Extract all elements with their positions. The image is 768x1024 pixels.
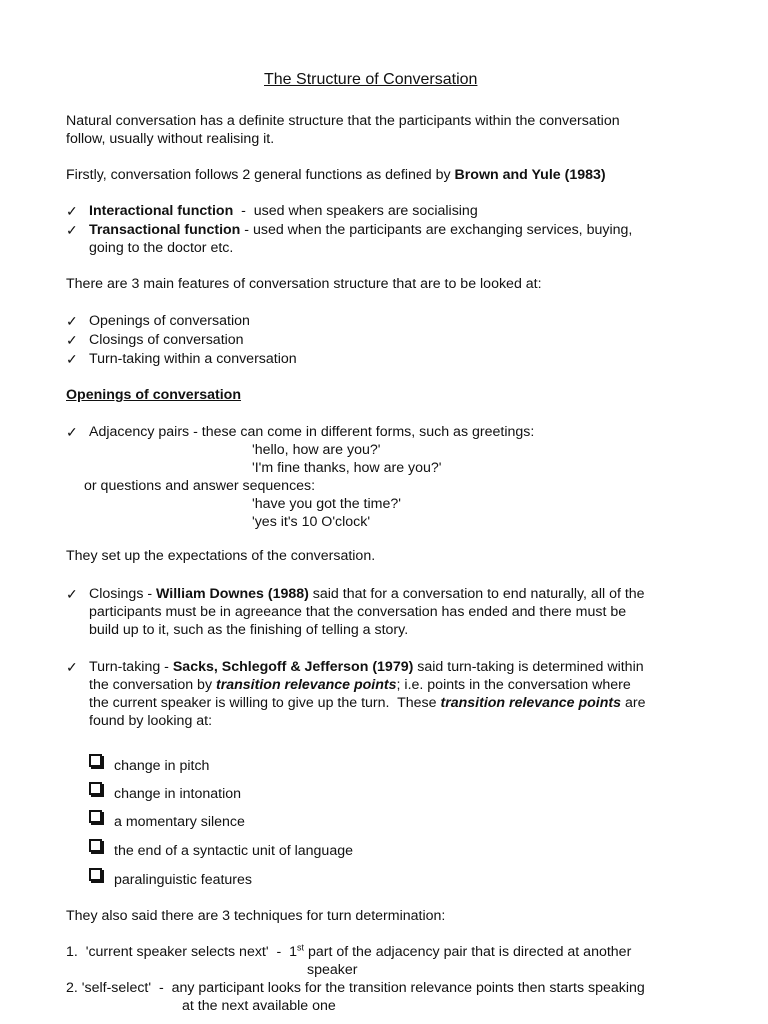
- checkbox-icon: [89, 754, 102, 767]
- intro-line-2: follow, usually without realising it.: [66, 131, 275, 147]
- turntaking-text: said turn-taking is determined within: [413, 659, 644, 675]
- technique-separator: -: [268, 944, 290, 960]
- checkmark-icon: ✓: [66, 586, 78, 602]
- technique-desc: 1: [289, 944, 297, 960]
- checkmark-icon: ✓: [66, 332, 78, 348]
- brown-yule-reference: Brown and Yule (1983): [454, 167, 606, 183]
- function-desc: - used when speakers are socialising: [233, 203, 478, 219]
- feature-item: Turn-taking within a conversation: [89, 351, 297, 367]
- turntaking-text: the conversation by: [89, 677, 216, 693]
- openings-heading: Openings of conversation: [66, 387, 242, 403]
- closings-line-3: build up to it, such as the finishing of telling a story.: [89, 622, 409, 638]
- checkmark-icon: ✓: [66, 424, 78, 440]
- checkbox-icon: [89, 810, 102, 823]
- trp-list-item: paralinguistic features: [114, 872, 253, 888]
- checkbox-icon: [89, 782, 102, 795]
- question-example: 'have you got the time?': [252, 496, 401, 512]
- turntaking-line-3: [89, 694, 645, 712]
- checkbox-icon: [89, 868, 102, 881]
- checkmark-icon: ✓: [66, 203, 78, 219]
- checkmark-icon: ✓: [66, 313, 78, 329]
- feature-item: Closings of conversation: [89, 332, 244, 348]
- function-term: Transactional function: [89, 222, 241, 238]
- adjacency-pairs-line: Adjacency pairs - these can come in different forms, such as greetings:: [89, 424, 535, 440]
- technique-number: 1.: [66, 944, 78, 960]
- technique-desc-continued: speaker: [307, 962, 358, 978]
- features-intro: There are 3 main features of conversation structure that are to be looked at:: [66, 276, 542, 292]
- checkmark-icon: ✓: [66, 222, 78, 238]
- greeting-example: 'hello, how are you?': [252, 442, 381, 458]
- technique-name: 'self-select': [81, 980, 152, 996]
- functions-intro-text: Firstly, conversation follows 2 general functions as defined by: [66, 167, 455, 183]
- closings-line-2: participants must be in agreeance that the conversation has ended and there must be: [89, 604, 627, 620]
- trp-list-item: change in intonation: [114, 786, 242, 802]
- function-term: Interactional function: [89, 203, 234, 219]
- closings-prefix: Closings -: [89, 586, 157, 602]
- closings-text: said that for a conversation to end naturally, all of the: [308, 586, 645, 602]
- function-desc-continued: going to the doctor etc.: [89, 240, 234, 256]
- intro-line-1: Natural conversation has a definite structure that the participants within the conversation: [66, 113, 620, 129]
- turntaking-line-4: found by looking at:: [89, 713, 213, 729]
- questions-line: or questions and answer sequences:: [84, 478, 316, 494]
- closings-line-1: [89, 585, 645, 603]
- trp-term: transition relevance points: [215, 677, 397, 693]
- question-example: 'yes it's 10 O'clock': [252, 514, 371, 530]
- function-item-transactional: [89, 221, 632, 239]
- technique-desc-continued: at the next available one: [182, 998, 336, 1014]
- technique-separator: -: [151, 980, 172, 996]
- technique-item-1: [66, 943, 631, 961]
- trp-list-item: a momentary silence: [114, 814, 245, 830]
- turntaking-text: ; i.e. points in the conversation where: [396, 677, 631, 693]
- technique-desc: part of the adjacency pair that is directed at another: [304, 944, 632, 960]
- turntaking-prefix: Turn-taking -: [89, 659, 173, 675]
- checkmark-icon: ✓: [66, 351, 78, 367]
- technique-desc: any participant looks for the transition relevance points then starts speaking: [171, 980, 645, 996]
- downes-reference: William Downes (1988): [156, 586, 309, 602]
- function-desc: - used when the participants are exchanging services, buying,: [240, 222, 633, 238]
- techniques-intro: They also said there are 3 techniques for turn determination:: [66, 908, 446, 924]
- checkbox-icon: [89, 839, 102, 852]
- ordinal-suffix: st: [296, 942, 304, 953]
- technique-name: 'current speaker selects next': [85, 944, 269, 960]
- function-item-interactional: [89, 202, 478, 220]
- technique-number: 2.: [66, 980, 78, 996]
- feature-item: Openings of conversation: [89, 313, 250, 329]
- sacks-reference: Sacks, Schlegoff & Jefferson (1979): [172, 659, 414, 675]
- expectations-line: They set up the expectations of the conversation.: [66, 548, 376, 564]
- turntaking-text: are: [621, 695, 646, 711]
- turntaking-line-2: [89, 676, 631, 694]
- checkmark-icon: ✓: [66, 659, 78, 675]
- greeting-example: 'I'm fine thanks, how are you?': [252, 460, 442, 476]
- trp-term: transition relevance points: [440, 695, 622, 711]
- turntaking-line-1: [89, 658, 644, 676]
- turntaking-text: the current speaker is willing to give up the turn. These: [89, 695, 441, 711]
- trp-list-item: change in pitch: [114, 758, 210, 774]
- technique-item-2: [66, 979, 645, 997]
- functions-intro: [66, 166, 606, 184]
- page-title: The Structure of Conversation: [264, 71, 478, 88]
- trp-list-item: the end of a syntactic unit of language: [114, 843, 353, 859]
